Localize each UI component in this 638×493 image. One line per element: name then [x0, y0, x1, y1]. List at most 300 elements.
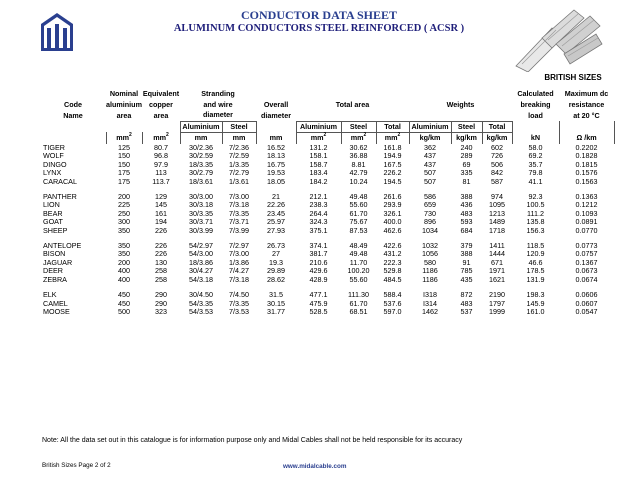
- table-cell: 7/2.36: [229, 143, 249, 152]
- table-cell: 19.3: [269, 257, 284, 267]
- table-cell: I314: [423, 298, 438, 308]
- table-cell: 0.1212: [575, 200, 598, 210]
- col-equivalent-line3: area: [153, 110, 169, 120]
- table-cell: 91: [462, 257, 471, 267]
- table-cell: 183.4: [309, 168, 328, 178]
- table-cell: 1/3.86: [229, 257, 249, 267]
- unit-resistance: Ω /km: [559, 132, 614, 144]
- sub-weight-steel: Steel: [451, 121, 482, 132]
- table-cell: 30/2.79: [189, 168, 213, 178]
- table-cell: 7/2.59: [229, 151, 249, 161]
- unit-breaking: kN: [512, 132, 559, 144]
- table-cell: 92.3: [528, 192, 543, 202]
- table-cell: 362: [424, 143, 437, 152]
- table-cell: 7/4.27: [229, 266, 249, 276]
- table-cell: 0.0674: [575, 274, 598, 284]
- table-cell: 55.60: [349, 200, 368, 210]
- table-cell: 1411: [489, 241, 505, 251]
- table-cell: 30.15: [267, 298, 286, 308]
- table-cell: 7/3.99: [229, 225, 249, 235]
- table-cell: 350: [118, 241, 130, 251]
- table-cell: 200: [118, 257, 130, 267]
- col-nominal-line2: aluminium: [106, 99, 142, 109]
- conductor-code: LION: [43, 200, 60, 210]
- table-cell: 1/3.35: [229, 159, 249, 169]
- conductor-code: MOOSE: [43, 306, 70, 316]
- table-cell: 18.13: [267, 151, 286, 161]
- table-cell: 28.62: [267, 274, 286, 284]
- table-cell: 593: [460, 217, 473, 227]
- table-cell: 0.1563: [575, 176, 598, 186]
- table-cell: 261.6: [383, 192, 402, 202]
- table-cell: 48.49: [349, 241, 368, 251]
- table-cell: 129: [155, 192, 167, 202]
- table-cell: 250: [118, 208, 130, 218]
- table-cell: 671: [491, 257, 504, 267]
- table-cell: 7/3.35: [229, 208, 249, 218]
- table-row: [40, 227, 614, 235]
- table-cell: 7/3.00: [229, 249, 249, 259]
- table-cell: 335: [460, 168, 473, 178]
- table-cell: 27: [272, 249, 281, 259]
- table-cell: 586: [424, 192, 437, 202]
- table-cell: 55.60: [349, 274, 368, 284]
- table-cell: 54/3.53: [189, 306, 213, 316]
- table-cell: 580: [424, 257, 437, 267]
- table-cell: 11.70: [349, 257, 368, 267]
- table-cell: 400.0: [383, 217, 402, 227]
- conductor-code: DINGO: [43, 159, 67, 169]
- table-cell: 100.5: [526, 200, 545, 210]
- table-cell: 21: [272, 192, 281, 202]
- conductor-code: SHEEP: [43, 225, 68, 235]
- table-cell: 0.1093: [575, 208, 598, 218]
- table-cell: 30/4.27: [189, 266, 213, 276]
- table-cell: 324.3: [309, 217, 328, 227]
- table-cell: 194: [155, 217, 167, 227]
- table-cell: 0.0770: [575, 225, 598, 235]
- table-cell: 400: [118, 266, 130, 276]
- table-cell: 7/2.97: [229, 241, 249, 251]
- table-cell: 1462: [422, 306, 439, 316]
- table-cell: 507: [424, 168, 437, 178]
- table-cell: 30/2.36: [189, 143, 213, 152]
- table-cell: 422.6: [383, 241, 402, 251]
- table-cell: 293.9: [383, 200, 402, 210]
- conductor-code: ZEBRA: [43, 274, 67, 284]
- table-cell: 226: [155, 225, 167, 235]
- table-cell: 68.51: [349, 306, 368, 316]
- sub-area-total: Total: [376, 121, 409, 132]
- table-cell: 350: [118, 249, 130, 259]
- table-cell: 258: [155, 266, 167, 276]
- table-cell: 785: [460, 266, 473, 276]
- table-cell: 2190: [489, 290, 506, 300]
- table-cell: 18/3.35: [189, 159, 213, 169]
- table-cell: 1095: [489, 200, 506, 210]
- table-cell: 30/3.35: [189, 208, 213, 218]
- table-cell: 0.1815: [575, 159, 598, 169]
- table-cell: 226.2: [383, 168, 402, 178]
- unit-area-total: $mm^2$: [376, 132, 409, 144]
- table-cell: 113.7: [152, 176, 170, 186]
- table-cell: 131.9: [526, 274, 545, 284]
- table-cell: 258: [155, 274, 167, 284]
- table-cell: 35.7: [528, 159, 543, 169]
- table-cell: 198.3: [526, 290, 545, 300]
- table-cell: 69.2: [528, 151, 543, 161]
- table-cell: 602: [491, 143, 504, 152]
- unit-equivalent: $mm^2$: [142, 132, 180, 144]
- table-cell: 46.6: [528, 257, 543, 267]
- table-cell: 7/3.00: [229, 192, 249, 202]
- table-cell: 1186: [422, 274, 438, 284]
- table-cell: 178.5: [526, 266, 545, 276]
- col-overall-line1: Overall: [263, 99, 289, 109]
- unit-area-st: $mm^2$: [341, 132, 376, 144]
- table-cell: 175: [118, 176, 130, 186]
- table-cell: 212.1: [309, 192, 328, 202]
- unit-weight-st: kg/km: [451, 132, 482, 144]
- table-cell: 81: [462, 176, 471, 186]
- table-cell: 0.1363: [575, 192, 598, 202]
- table-cell: 111.30: [348, 290, 369, 300]
- sub-stranding-aluminium: Aluminium: [180, 121, 222, 132]
- table-cell: 1032: [422, 241, 439, 251]
- table-cell: 97.9: [154, 159, 168, 169]
- table-cell: 374.1: [309, 241, 328, 251]
- conductor-code: WOLF: [43, 151, 64, 161]
- website-link[interactable]: www.midalcable.com: [283, 463, 347, 470]
- table-cell: 31.5: [269, 290, 284, 300]
- table-cell: 125: [118, 143, 130, 152]
- table-cell: 87.53: [349, 225, 368, 235]
- table-cell: 506: [491, 159, 504, 169]
- table-cell: 80.7: [154, 143, 168, 152]
- table-cell: 111.2: [527, 208, 544, 218]
- table-cell: 375.1: [309, 225, 328, 235]
- conductor-code: CARACAL: [43, 176, 77, 186]
- table-cell: 75.67: [349, 217, 368, 227]
- table-cell: 0.0547: [575, 306, 598, 316]
- col-resistance-line1: Maximum dc: [564, 88, 609, 98]
- table-cell: 475.9: [309, 298, 328, 308]
- table-cell: 19.53: [267, 168, 286, 178]
- table-cell: 290: [155, 298, 167, 308]
- table-cell: 323: [155, 306, 167, 316]
- table-cell: 10.24: [349, 176, 368, 186]
- table-cell: 483: [460, 298, 473, 308]
- table-cell: 7/3.18: [229, 274, 249, 284]
- table-cell: 726: [491, 151, 504, 161]
- page-number: British Sizes Page 2 of 2: [42, 462, 111, 469]
- table-cell: 7/3.18: [229, 200, 249, 210]
- table-cell: 0.1576: [575, 168, 598, 178]
- unit-stranding-al: mm: [180, 132, 222, 144]
- conductor-code: ANTELOPE: [43, 241, 82, 251]
- table-cell: 222.3: [383, 257, 402, 267]
- table-cell: 194.5: [383, 176, 402, 186]
- table-cell: 872: [460, 290, 473, 300]
- col-resistance-line2: resistance: [568, 99, 605, 109]
- table-cell: 7/3.71: [229, 217, 249, 227]
- table-cell: 69: [462, 159, 471, 169]
- table-cell: 54/3.35: [189, 298, 213, 308]
- table-cell: 428.9: [309, 274, 328, 284]
- table-cell: 131.2: [309, 143, 328, 152]
- table-cell: 730: [424, 208, 437, 218]
- table-cell: 79.8: [528, 168, 543, 178]
- table-cell: 842: [491, 168, 504, 178]
- table-cell: 100.20: [347, 266, 370, 276]
- table-cell: 450: [118, 290, 130, 300]
- table-cell: 30/4.50: [189, 290, 213, 300]
- table-cell: 113: [155, 168, 167, 178]
- unit-weight-al: kg/km: [409, 132, 451, 144]
- table-cell: 30/3.00: [189, 192, 213, 202]
- table-cell: 58.0: [528, 143, 543, 152]
- table-cell: 0.0757: [575, 249, 598, 259]
- table-cell: 158.1: [309, 151, 328, 161]
- table-cell: 238.3: [309, 200, 328, 210]
- sub-weight-aluminium: Aluminium: [409, 121, 451, 132]
- col-equivalent-line2: copper: [149, 99, 173, 109]
- table-cell: 8.81: [351, 159, 366, 169]
- table-cell: 0.0773: [575, 241, 598, 251]
- table-cell: 1186: [422, 266, 438, 276]
- table-cell: 0.0606: [575, 290, 598, 300]
- table-cell: 175: [118, 168, 130, 178]
- table-cell: 30/2.59: [189, 151, 213, 161]
- table-cell: 61.70: [349, 298, 368, 308]
- col-code-line1: Code: [64, 99, 82, 109]
- table-cell: 290: [155, 290, 167, 300]
- series-label: BRITISH SIZES: [544, 73, 602, 82]
- table-cell: 145: [155, 200, 167, 210]
- table-cell: 41.1: [528, 176, 543, 186]
- table-cell: 18.05: [267, 176, 286, 186]
- conductor-data-table: [40, 88, 615, 316]
- sub-weight-total: Total: [482, 121, 512, 132]
- table-cell: 120.9: [526, 249, 545, 259]
- table-cell: 587: [491, 176, 504, 186]
- table-cell: 400: [118, 274, 130, 284]
- table-cell: 0.0891: [575, 217, 598, 227]
- table-cell: 49.48: [349, 249, 368, 259]
- table-cell: 29.89: [267, 266, 286, 276]
- table-cell: 388: [460, 192, 473, 202]
- table-cell: 54/3.18: [189, 274, 213, 284]
- table-cell: 684: [460, 225, 473, 235]
- table-cell: 54/3.00: [189, 249, 213, 259]
- table-cell: 16.75: [267, 159, 286, 169]
- table-cell: 435: [460, 274, 473, 284]
- table-cell: 226: [155, 241, 167, 251]
- table-cell: 350: [118, 225, 130, 235]
- table-cell: 0.1828: [575, 151, 598, 161]
- table-cell: 1718: [489, 225, 506, 235]
- conductor-code: GOAT: [43, 217, 63, 227]
- header-row-1: [40, 88, 614, 99]
- table-cell: 210.6: [309, 257, 328, 267]
- table-cell: 156.3: [526, 225, 545, 235]
- table-cell: 96.8: [154, 151, 168, 161]
- table-cell: 61.70: [349, 208, 368, 218]
- table-cell: 507: [424, 176, 437, 186]
- page-title: CONDUCTOR DATA SHEET: [240, 8, 398, 22]
- table-cell: 1056: [422, 249, 439, 259]
- col-stranding-line1: Stranding: [201, 88, 235, 98]
- table-cell: 54/2.97: [189, 241, 213, 251]
- conductor-code: TIGER: [43, 143, 65, 152]
- table-cell: 537.6: [383, 298, 402, 308]
- col-nominal-line1: Nominal: [109, 88, 139, 98]
- table-cell: 1/3.61: [229, 176, 249, 186]
- table-cell: 1971: [489, 266, 506, 276]
- table-cell: 49.48: [349, 192, 368, 202]
- table-cell: 659: [424, 200, 437, 210]
- table-cell: 16.52: [267, 143, 286, 152]
- page-subtitle: ALUMINUM CONDUCTORS STEEL REINFORCED ( ACSR ): [173, 23, 465, 34]
- table-cell: 25.97: [267, 217, 286, 227]
- table-cell: 388: [460, 249, 473, 259]
- table-cell: 537: [460, 306, 473, 316]
- unit-overall: mm: [256, 132, 296, 144]
- table-cell: 500: [118, 306, 130, 316]
- table-cell: 200: [118, 192, 130, 202]
- table-cell: 588.4: [383, 290, 402, 300]
- table-cell: 381.7: [309, 249, 328, 259]
- unit-area-al: $mm^2$: [296, 132, 341, 144]
- table-cell: 30.62: [349, 143, 368, 152]
- table-cell: 30/3.71: [189, 217, 213, 227]
- table-cell: 1444: [489, 249, 506, 259]
- conductor-code: DEER: [43, 266, 63, 276]
- table-cell: 1489: [489, 217, 506, 227]
- table-cell: 161.8: [383, 143, 402, 152]
- table-cell: 1621: [489, 274, 506, 284]
- table-cell: 118.5: [526, 241, 545, 251]
- table-cell: 26.73: [267, 241, 286, 251]
- table-cell: 161: [155, 208, 167, 218]
- col-code-line2: Name: [63, 110, 83, 120]
- sub-stranding-steel: Steel: [222, 121, 256, 132]
- subheader-row: [40, 121, 614, 132]
- table-cell: 529.8: [383, 266, 402, 276]
- disclaimer-note: Note: All the data set out in this catalogue is for information purpose only and Midal Cables shall not be held responsible for its accuracy: [42, 437, 463, 444]
- table-cell: 437: [424, 159, 437, 169]
- cable-illustration: [512, 6, 604, 72]
- table-cell: 22.26: [267, 200, 286, 210]
- col-breaking-line3: load: [528, 110, 543, 120]
- unit-nominal: $mm^2$: [106, 132, 142, 144]
- table-cell: 184.2: [309, 176, 328, 186]
- table-row: [40, 308, 614, 316]
- table-cell: 896: [424, 217, 437, 227]
- conductor-code: LYNX: [43, 168, 62, 178]
- table-cell: 528.5: [309, 306, 328, 316]
- table-cell: 226: [155, 249, 167, 259]
- sub-area-steel: Steel: [341, 121, 376, 132]
- table-cell: 436: [460, 200, 473, 210]
- table-cell: 42.79: [349, 168, 368, 178]
- table-cell: 7/3.35: [229, 298, 249, 308]
- table-cell: 27.93: [267, 225, 286, 235]
- table-cell: 483: [460, 208, 473, 218]
- unit-stranding-st: mm: [222, 132, 256, 144]
- conductor-code: BEAR: [43, 208, 63, 218]
- conductor-code: PANTHER: [43, 192, 77, 202]
- table-cell: 167.5: [383, 159, 402, 169]
- table-cell: 379: [460, 241, 473, 251]
- table-cell: 240: [460, 143, 473, 152]
- col-nominal-line3: area: [116, 110, 132, 120]
- table-cell: 36.88: [349, 151, 368, 161]
- col-stranding-line3: diameter: [203, 110, 233, 120]
- table-cell: 7/4.50: [229, 290, 249, 300]
- col-overall-line2: diameter: [261, 110, 291, 120]
- table-cell: 135.8: [526, 217, 545, 227]
- col-stranding-line2: and wire: [203, 99, 233, 109]
- table-cell: 30/3.99: [189, 225, 213, 235]
- table-cell: 31.77: [267, 306, 286, 316]
- table-cell: 974: [491, 192, 504, 202]
- header-row-2: [40, 99, 614, 110]
- conductor-code: BISON: [43, 249, 66, 259]
- table-cell: 300: [118, 217, 130, 227]
- table-cell: 477.1: [309, 290, 328, 300]
- table-cell: 0.1367: [575, 257, 598, 267]
- table-cell: 18/3.61: [189, 176, 213, 186]
- table-cell: 150: [118, 159, 130, 169]
- col-weights: Weights: [446, 99, 475, 109]
- table-cell: 225: [118, 200, 130, 210]
- table-cell: 161.0: [526, 306, 545, 316]
- table-cell: 1999: [489, 306, 506, 316]
- table-cell: 431.2: [383, 249, 402, 259]
- table-cell: 264.4: [309, 208, 328, 218]
- table-cell: 7/2.79: [229, 168, 249, 178]
- col-resistance-line3: at 20 °C: [573, 110, 600, 120]
- table-cell: 158.7: [309, 159, 328, 169]
- table-cell: 429.6: [309, 266, 328, 276]
- table-cell: 7/3.53: [229, 306, 249, 316]
- table-cell: 130: [155, 257, 167, 267]
- table-cell: 484.5: [383, 274, 402, 284]
- table-cell: 1213: [489, 208, 506, 218]
- table-cell: 326.1: [383, 208, 402, 218]
- table-cell: 150: [118, 151, 130, 161]
- table-cell: 0.0673: [575, 266, 598, 276]
- table-cell: 1797: [489, 298, 506, 308]
- table-cell: 194.9: [383, 151, 402, 161]
- table-cell: 0.2202: [575, 143, 598, 152]
- table-cell: 18/3.86: [189, 257, 213, 267]
- col-total-area: Total area: [335, 99, 370, 109]
- table-cell: 289: [460, 151, 473, 161]
- table-cell: 145.9: [526, 298, 545, 308]
- table-row: [40, 178, 614, 186]
- table-cell: 462.6: [383, 225, 402, 235]
- unit-weight-total: kg/km: [482, 132, 512, 144]
- table-body: [40, 144, 614, 316]
- table-cell: 30/3.18: [189, 200, 213, 210]
- col-equivalent-line1: Equivalent: [142, 88, 180, 98]
- table-cell: 1034: [422, 225, 439, 235]
- table-cell: 0.0607: [575, 298, 598, 308]
- conductor-code: JAGUAR: [43, 257, 73, 267]
- col-breaking-line2: breaking: [520, 99, 551, 109]
